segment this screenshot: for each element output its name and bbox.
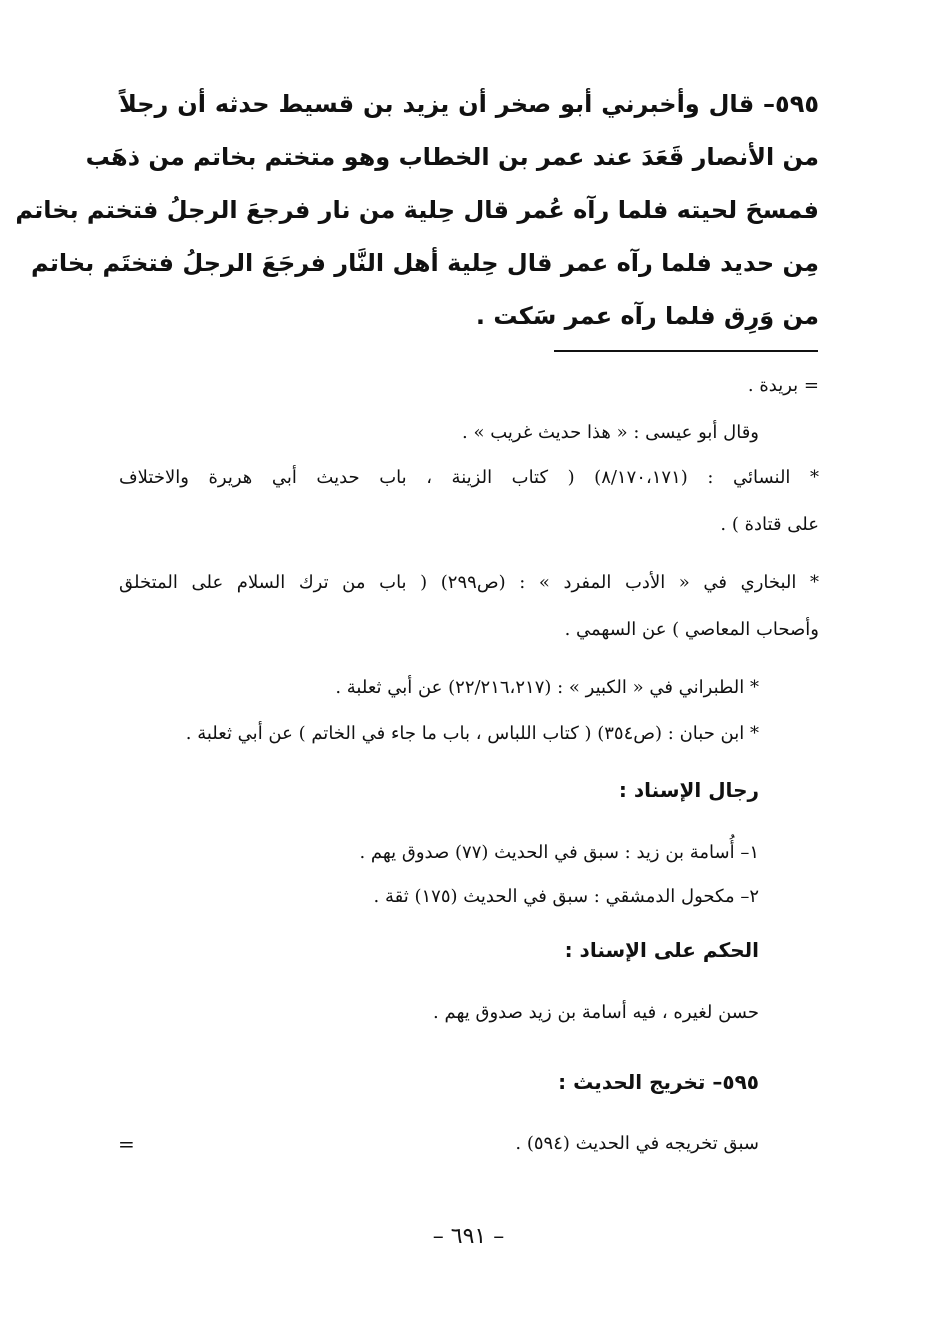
page-number: – ٦٩١ – [432,1224,505,1249]
footnote-line: * البخاري في « الأدب المفرد » : (ص٢٩٩) ( باب من ترك السلام على المتخلق [119,572,819,593]
footnote-line: * الطبراني في « الكبير » : (٢٢/٢١٦،٢١٧) عن أبي ثعلبة . [335,677,759,698]
hadith-main-text [15,78,819,343]
footnote-line: وأصحاب المعاصي ) عن السهمي . [564,619,819,640]
footnote-line: وقال أبو عيسى : « هذا حديث غريب » . [462,422,759,443]
hadith-line-2: من الأنصار قَعَدَ عند عمر بن الخطاب وهو متختم بخاتم من ذهَب [85,143,819,171]
hadith-line-4: مِن حديد فلما رآه عمر قال حِلية أهل النَّار فرجَعَ الرجلُ فتختَم بخاتم [31,249,819,277]
takhrij-text: سبق تخريجه في الحديث (٥٩٤) . [515,1133,759,1154]
hadith-line-1: ٥٩٥– قال وأخبرني أبو صخر أن يزيد بن قسيط حدثه أن رجلاً [119,90,819,118]
hadith-line-3: فمسحَ لحيته فلما رآه عُمر قال حِلية من نار فرجعَ الرجلُ فتختم بخاتم [15,196,819,224]
rijal-item: ٢– مكحول الدمشقي : سبق في الحديث (١٧٥) ثقة . [373,886,759,907]
footnote-line: * النسائي : (٨/١٧٠،١٧١) ( كتاب الزينة ، باب حديث أبي هريرة والاختلاف [119,467,819,488]
footnote-line: = بريدة . [747,375,819,396]
footnote-line: على قتادة ) . [720,514,819,535]
rijal-heading: رجال الإسناد : [618,778,759,802]
takhrij-heading: ٥٩٥– تخريج الحديث : [558,1070,759,1094]
footnote-line: * ابن حبان : (ص٣٥٤) ( كتاب اللباس ، باب ما جاء في الخاتم ) عن أبي ثعلبة . [185,723,759,744]
rijal-item: ١– أُسامة بن زيد : سبق في الحديث (٧٧) صدوق يهم . [359,842,759,863]
hukm-text: حسن لغيره ، فيه أسامة بن زيد صدوق يهم . [433,1002,759,1023]
footnote-separator-rule [554,350,818,352]
continuation-mark: = [118,1132,135,1156]
hukm-heading: الحكم على الإسناد : [564,938,759,962]
hadith-line-5: من وَرِق فلما رآه عمر سَكت . [475,302,819,330]
